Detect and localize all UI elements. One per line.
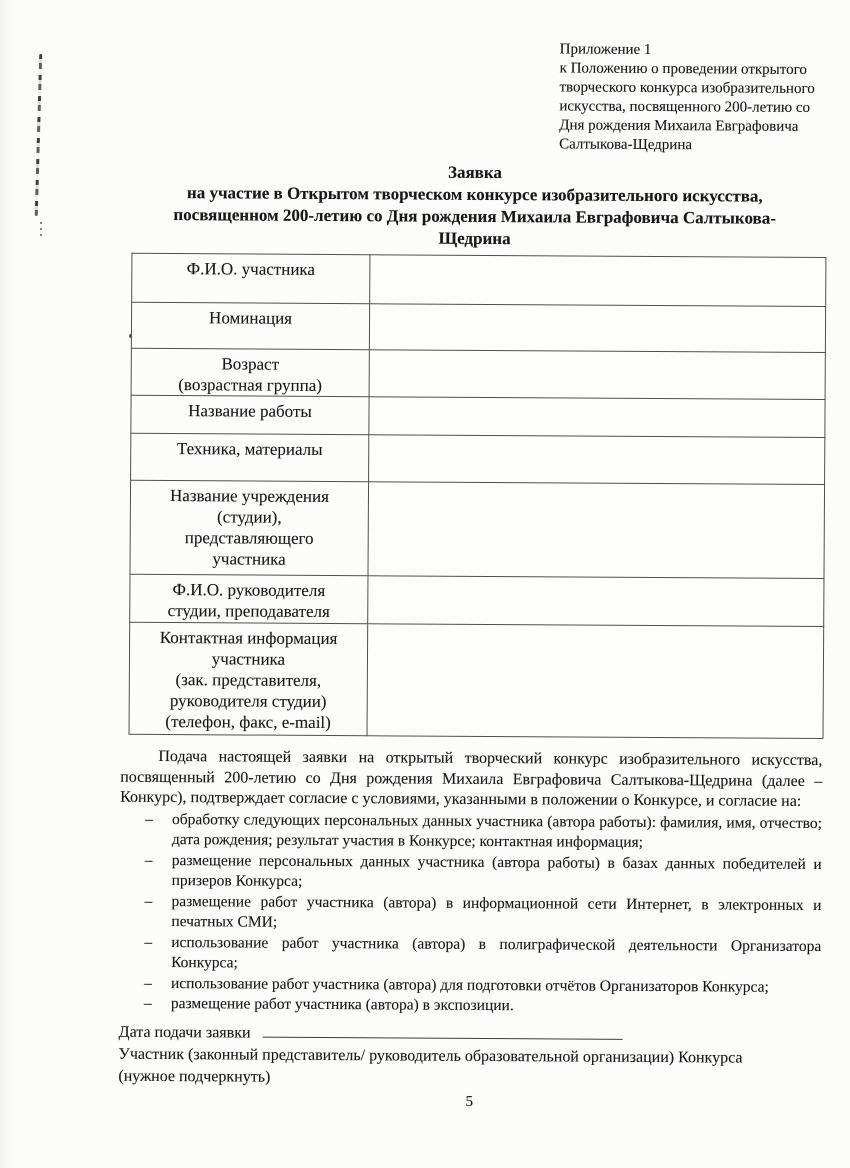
consent-item-text: размещение работ участника (автора) в информационной сети Интернет, в электронных и печатных СМИ; [171,892,822,931]
appendix-note-line: к Положению о проведении открытого [559,60,807,78]
row-value-blank [368,576,824,627]
consent-intro-paragraph: Подача настоящей заявки на открытый творческий конкурс изобразительного искусства, посвященный 200-летию со Дня рождения Михаила Евграфовича Салтыкова-Щедрина (далее – Конкурс), подтверждает согласие с условиями, указанными в положении о Конкурсе, и согласие на: [120,747,823,810]
appendix-note [559,40,827,156]
consent-list [119,809,822,1018]
appendix-note-line: Салтыкова-Щедрина [559,136,693,154]
underline-as-needed-note: (нужное подчеркнуть) [118,1067,271,1086]
row-label: Название учреждения (студии), представляющего участника [130,480,369,575]
consent-item-text: размещение персональных данных участника (автора работы) в базах данных победителей и призеров Конкурса; [171,851,822,890]
appendix-note-line: искусства, посвященного 200-летию со [559,98,811,116]
form-title-line: посвященном 200-летию со Дня рождения Михаила Евграфовича Салтыкова- [173,205,776,228]
consent-item-text: размещение работ участника (автора) в экспозиции. [170,995,514,1015]
consent-item [144,994,821,1019]
row-value-blank [369,350,825,400]
consent-item-text: обработку следующих персональных данных участника (автора работы): фамилия, имя, отчество; дата рождения; результат участия в Конкурсе; контактная информация; [171,810,823,851]
dash-marker: – [144,933,153,951]
submission-date-blank-line [263,1022,623,1039]
table-row-institution [130,480,825,578]
table-row-age [131,348,825,399]
table-row-work-title [131,395,825,437]
appendix-note-line: Дня рождения Михаила Евграфовича [559,117,799,135]
consent-item-text: использование работ участника (автора) для подготовки отчётов Организаторов Конкурса; [170,974,769,996]
footer-block [118,1021,820,1091]
table-row-supervisor-name [130,574,824,626]
appendix-note-line: Приложение 1 [559,41,652,58]
form-title-line: Заявка [447,162,502,183]
row-label: Техника, материалы [131,433,369,481]
dash-marker: – [144,892,153,910]
dash-marker: – [144,851,153,869]
table-row-participant-name [132,253,826,306]
consent-item [145,809,822,854]
row-value-blank [369,304,825,353]
dash-marker: – [143,974,152,992]
participant-role-line: Участник (законный представитель/ руководитель образовательной организации) Конкурса [118,1045,743,1067]
row-label: Номинация [131,302,369,349]
row-label: Название работы [131,395,369,434]
scan-artifact-scratch-small [40,222,42,236]
row-value-blank [369,435,825,485]
consent-item-text: использование работ участника (автора) в полиграфической деятельности Организатора Конкурса; [171,933,822,972]
row-value-blank [368,482,825,579]
submission-date-label: Дата подачи заявки [118,1023,251,1042]
row-value-blank [370,255,826,307]
dash-marker: – [144,810,153,828]
consent-item [144,932,821,977]
table-row-contact-info [129,622,824,738]
page-number: 5 [465,1093,474,1110]
row-label: Возраст (возрастная группа) [131,348,369,396]
form-title [123,160,826,252]
consent-item [145,850,822,895]
row-label: Ф.И.О. руководителя студии, преподавателя [130,574,368,623]
page-content [118,0,827,1113]
dash-marker: – [143,994,152,1012]
form-title-line: Щедрина [438,228,511,249]
row-label: Контактная информация участника (зак. представителя, руководителя студии) (телефон, факс, e-mail) [129,622,368,735]
table-row-nomination [131,302,825,352]
table-row-technique [131,433,825,484]
row-label: Ф.И.О. участника [132,253,370,303]
application-form-table [129,253,827,739]
consent-item [144,891,821,936]
row-value-blank [367,624,824,739]
appendix-note-line: творческого конкурса изобразительного [559,79,815,97]
row-value-blank [369,397,825,438]
form-title-line: на участие в Открытом творческом конкурсе изобразительного искусства, [186,183,763,206]
scan-artifact-scratch [35,54,43,216]
